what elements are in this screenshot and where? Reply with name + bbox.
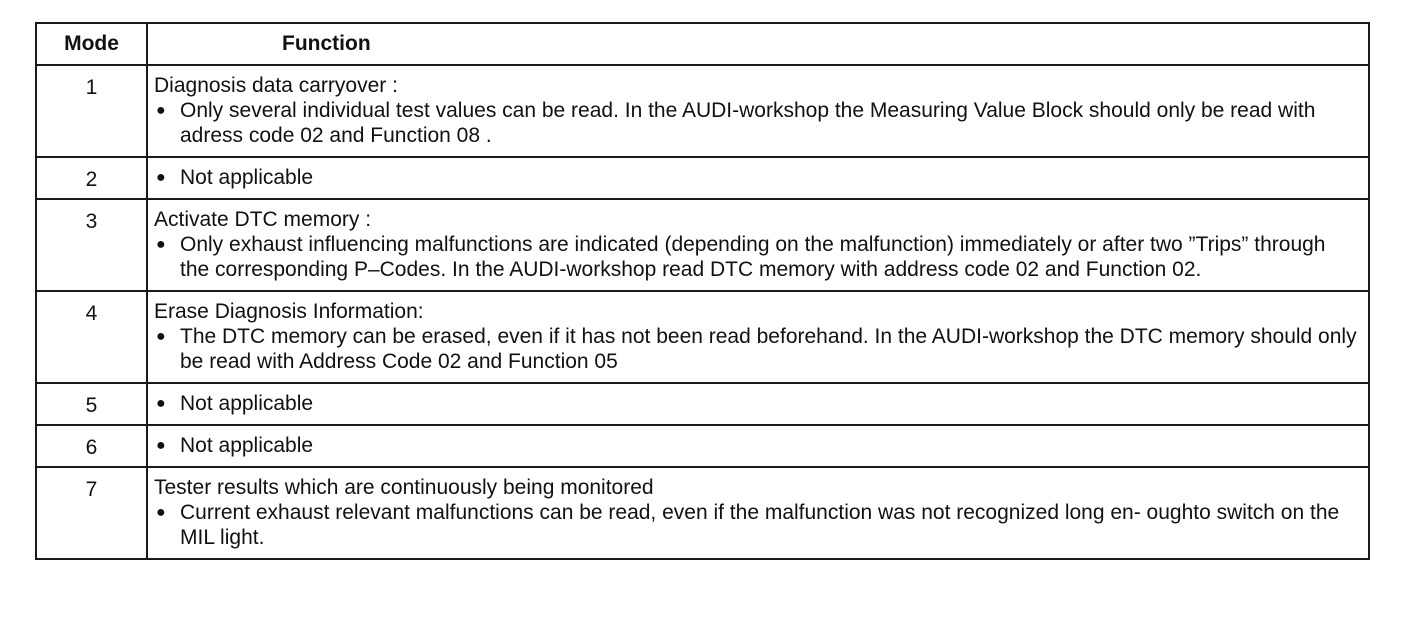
table-row (36, 157, 1369, 199)
table-row (36, 383, 1369, 425)
table-row (36, 467, 1369, 559)
mode-number: 1 (36, 65, 147, 157)
bullet-item (154, 165, 1360, 190)
function-cell (147, 65, 1369, 157)
bullet-icon: ● (156, 328, 166, 345)
function-cell (147, 199, 1369, 291)
table-row (36, 425, 1369, 467)
table-header-row (36, 23, 1369, 65)
function-cell (147, 383, 1369, 425)
mode-number: 6 (36, 425, 147, 467)
mode-number: 3 (36, 199, 147, 291)
bullet-text: The DTC memory can be erased, even if it has not been read beforehand. In the AUDI-workshop the DTC memory should only be read with Address Code 02 and Function 05 (180, 325, 1357, 373)
mode-number: 5 (36, 383, 147, 425)
bullet-icon: ● (156, 395, 166, 412)
table-row (36, 65, 1369, 157)
function-cell (147, 425, 1369, 467)
bullet-item (154, 232, 1360, 282)
column-header-function: Function (147, 23, 1369, 65)
bullet-text: Only several individual test values can be read. In the AUDI-workshop the Measuring Value Block should only be read with adress code 02 and Function 08 . (180, 99, 1316, 147)
function-cell (147, 291, 1369, 383)
function-title: Tester results which are continuously being monitored (154, 476, 654, 499)
mode-function-table (35, 22, 1370, 560)
bullet-icon: ● (156, 504, 166, 521)
function-cell (147, 467, 1369, 559)
bullet-text: Not applicable (180, 166, 314, 189)
bullet-item (154, 433, 1360, 458)
bullet-item (154, 324, 1360, 374)
bullet-icon: ● (156, 102, 166, 119)
function-title: Diagnosis data carryover : (154, 74, 398, 97)
mode-number: 2 (36, 157, 147, 199)
bullet-text: Not applicable (180, 392, 314, 415)
function-cell (147, 157, 1369, 199)
bullet-icon: ● (156, 236, 166, 253)
bullet-text: Not applicable (180, 434, 314, 457)
function-title: Erase Diagnosis Information: (154, 300, 424, 323)
bullet-text: Only exhaust influencing malfunctions are indicated (depending on the malfunction) immediately or after two ”Trips” through the corresponding P–Codes. In the AUDI-workshop read DTC memory with address code 02 and Function 02. (180, 233, 1326, 281)
bullet-icon: ● (156, 169, 166, 186)
function-title: Activate DTC memory : (154, 208, 372, 231)
column-header-mode: Mode (36, 23, 147, 65)
bullet-item (154, 98, 1360, 148)
table-row (36, 199, 1369, 291)
bullet-item (154, 391, 1360, 416)
bullet-icon: ● (156, 437, 166, 454)
mode-number: 7 (36, 467, 147, 559)
table-row (36, 291, 1369, 383)
mode-number: 4 (36, 291, 147, 383)
bullet-item (154, 500, 1360, 550)
bullet-text: Current exhaust relevant malfunctions can be read, even if the malfunction was not recognized long en- oughto switch on the MIL light. (180, 501, 1340, 549)
